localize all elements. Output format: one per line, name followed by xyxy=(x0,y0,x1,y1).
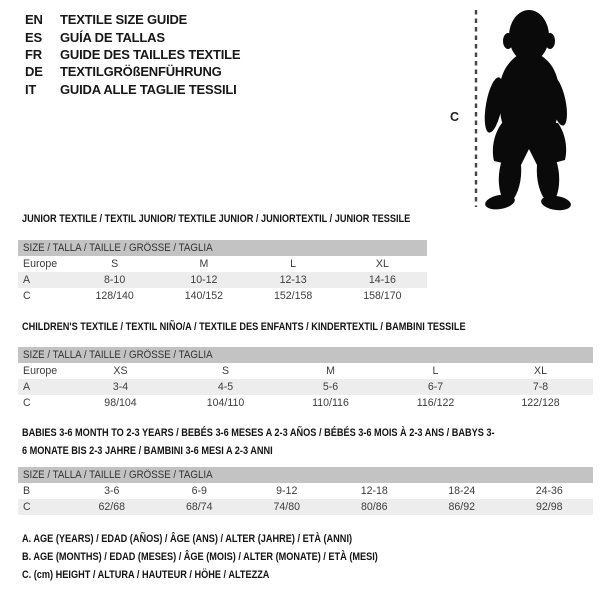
size-cell: 110/116 xyxy=(312,397,349,409)
size-cell: 104/110 xyxy=(206,397,245,409)
row-label: A xyxy=(23,381,31,393)
row-label: Europe xyxy=(23,258,58,270)
size-cell: L xyxy=(432,365,439,377)
size-cell: 116/122 xyxy=(416,397,455,409)
language-code: DE xyxy=(25,64,43,80)
baby-silhouette-icon xyxy=(448,3,598,211)
footnote-a: A. AGE (YEARS) / EDAD (AÑOS) / ÂGE (ANS) / ALTER (JAHRE) / ETÀ (ANNI) xyxy=(22,533,353,545)
size-cell: 152/158 xyxy=(273,290,313,302)
size-cell: 98/104 xyxy=(104,397,137,409)
table-row xyxy=(18,272,427,288)
measure-label-c: C xyxy=(450,110,460,124)
language-title: GUÍA DE TALLAS xyxy=(60,29,165,45)
language-title: TEXTILGRÖßENFÜHRUNG xyxy=(60,64,222,80)
table-row xyxy=(18,379,593,395)
table-row xyxy=(18,288,427,304)
size-table-children xyxy=(18,347,593,411)
size-cell: 140/152 xyxy=(184,290,224,302)
size-cell: 74/80 xyxy=(273,501,300,513)
section-title-babies: BABIES 3-6 MONTH TO 2-3 YEARS / BEBÉS 3-6 MESES A 2-3 AÑOS / BÉBÉS 3-6 MOIS À 2-3 ANS / BABYS 3-6 MONATE BIS 2-3 JAHRE / BAMBINI 3-6 MESI A 2-3 ANNI xyxy=(22,427,495,457)
size-cell: 6-7 xyxy=(427,381,444,393)
footnotes xyxy=(22,533,441,587)
footnote-c: C. (cm) HEIGHT / ALTURA / HAUTEUR / HÖHE / ALTEZZA xyxy=(22,569,270,581)
size-cell: 18-24 xyxy=(448,485,476,497)
size-cell: 6-9 xyxy=(191,485,207,497)
table-row xyxy=(18,395,593,411)
section-title-children: CHILDREN'S TEXTILE / TEXTIL NIÑO/A / TEXTILE DES ENFANTS / KINDERTEXTIL / BAMBINI TESSILE xyxy=(22,321,466,333)
row-label: C xyxy=(23,397,31,409)
language-row xyxy=(25,11,240,28)
row-label: C xyxy=(23,501,31,513)
table-row xyxy=(18,499,593,515)
size-cell: S xyxy=(111,258,119,270)
size-cell: 12-13 xyxy=(279,274,307,286)
size-header-label: SIZE / TALLA / TAILLE / GRÖSSE / TAGLIA xyxy=(23,349,213,361)
language-title: GUIDE DES TAILLES TEXTILE xyxy=(60,46,241,62)
language-title: TEXTILE SIZE GUIDE xyxy=(60,12,188,28)
language-title: GUIDA ALLE TAGLIE TESSILI xyxy=(60,81,237,97)
row-label: Europe xyxy=(23,365,58,377)
size-cell: S xyxy=(221,365,230,377)
size-cell: 92/98 xyxy=(535,501,563,513)
footnote-b: B. AGE (MONTHS) / EDAD (MESES) / ÂGE (MOIS) / ALTER (MONATE) / ETÀ (MESI) xyxy=(22,551,378,563)
table-row xyxy=(18,483,593,499)
language-code: EN xyxy=(25,12,43,28)
size-cell: 14-16 xyxy=(368,274,396,286)
size-cell: 122/128 xyxy=(521,397,560,409)
table-row xyxy=(18,363,593,379)
size-header-bar xyxy=(18,467,593,483)
language-code: ES xyxy=(25,29,42,45)
section-title-junior: JUNIOR TEXTILE / TEXTIL JUNIOR/ TEXTILE JUNIOR / JUNIORTEXTIL / JUNIOR TESSILE xyxy=(22,213,411,225)
language-row xyxy=(25,63,240,80)
baby-silhouette-shape xyxy=(481,10,572,211)
size-cell: 4-5 xyxy=(217,381,234,393)
size-cell: 9-12 xyxy=(276,485,298,497)
language-row xyxy=(25,28,240,45)
size-cell: M xyxy=(199,258,209,270)
size-header-label: SIZE / TALLA / TAILLE / GRÖSSE / TAGLIA xyxy=(23,242,213,254)
size-cell: 68/74 xyxy=(185,501,213,513)
row-label: A xyxy=(23,274,31,286)
size-cell: 62/68 xyxy=(98,501,125,513)
size-cell: 3-6 xyxy=(104,485,120,497)
language-code: FR xyxy=(25,46,42,62)
row-label: C xyxy=(23,290,31,302)
size-table-junior xyxy=(18,240,427,304)
size-cell: 7-8 xyxy=(532,381,549,393)
size-cell: XS xyxy=(113,365,128,377)
language-list xyxy=(25,11,240,98)
row-label: B xyxy=(23,485,31,497)
figure-baby xyxy=(448,3,598,211)
size-cell: 10-12 xyxy=(190,274,218,286)
language-row xyxy=(25,81,240,98)
size-cell: XL xyxy=(534,365,547,377)
size-cell: 8-10 xyxy=(104,274,126,286)
size-cell: 3-4 xyxy=(112,381,129,393)
size-cell: L xyxy=(290,258,297,270)
size-cell: 12-18 xyxy=(360,485,388,497)
size-table-babies xyxy=(18,467,593,515)
size-header-bar xyxy=(18,240,427,256)
size-cell: 80/86 xyxy=(360,501,388,513)
size-header-label: SIZE / TALLA / TAILLE / GRÖSSE / TAGLIA xyxy=(23,469,213,481)
size-cell: XL xyxy=(375,258,389,270)
table-row xyxy=(18,256,427,272)
size-cell: M xyxy=(326,365,335,377)
size-cell: 158/170 xyxy=(363,290,402,302)
size-cell: 5-6 xyxy=(322,381,339,393)
size-cell: 86/92 xyxy=(448,501,475,513)
language-code: IT xyxy=(25,81,37,97)
language-row xyxy=(25,46,240,63)
size-cell: 128/140 xyxy=(95,290,134,302)
size-cell: 24-36 xyxy=(535,485,563,497)
size-header-bar xyxy=(18,347,593,363)
